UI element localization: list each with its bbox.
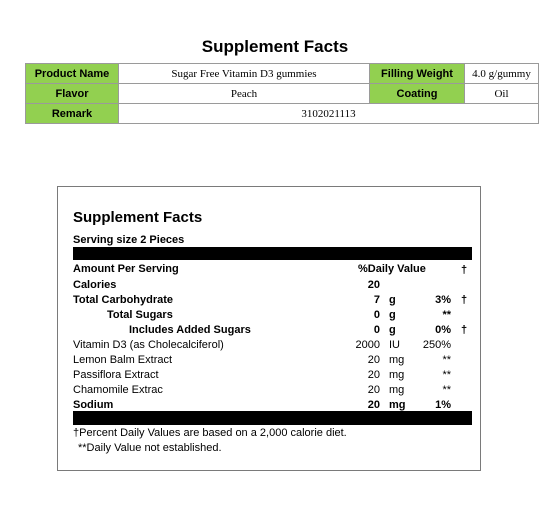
flavor-value: Peach (119, 84, 370, 104)
nutrient-amount: 20 (367, 279, 380, 291)
nutrient-amount: 20 (367, 369, 380, 381)
footnote-percent-dv: †Percent Daily Values are based on a 2,000 calorie diet. (73, 427, 347, 439)
nutrient-daily-value: 250% (422, 339, 451, 351)
daily-value-header: %Daily Value (358, 263, 426, 275)
nutrient-name: Lemon Balm Extract (73, 354, 173, 366)
remark-value: 3102021113 (119, 104, 539, 124)
nutrient-amount: 7 (373, 294, 380, 306)
nutrient-name: Includes Added Sugars (129, 324, 251, 336)
nutrient-dagger: † (460, 324, 468, 336)
page-title: Supplement Facts (201, 37, 349, 56)
nutrient-daily-value: ** (442, 309, 451, 321)
nutrient-name: Total Sugars (107, 309, 173, 321)
nutrient-name: Passiflora Extract (73, 369, 159, 381)
remark-label: Remark (26, 104, 119, 124)
nutrient-amount: 2000 (355, 339, 380, 351)
nutrient-daily-value: ** (442, 354, 451, 366)
nutrient-dagger: † (460, 294, 468, 306)
spec-row (26, 104, 539, 124)
amount-per-serving-header: Amount Per Serving (73, 263, 179, 275)
spec-table (25, 63, 539, 124)
nutrient-unit: mg (389, 354, 405, 366)
nutrient-name: Calories (73, 279, 117, 291)
filling-weight-value: 4.0 g/gummy (465, 64, 539, 84)
footnote-not-established: **Daily Value not established. (78, 442, 222, 454)
nutrient-daily-value: 0% (435, 324, 451, 336)
nutrient-daily-value: 3% (435, 294, 451, 306)
coating-value: Oil (465, 84, 539, 104)
nutrient-amount: 20 (367, 384, 380, 396)
nutrient-unit: g (389, 324, 396, 336)
panel-title: Supplement Facts (73, 209, 203, 226)
nutrient-daily-value: ** (442, 369, 451, 381)
spec-row (26, 64, 539, 84)
serving-size: Serving size 2 Pieces (73, 234, 185, 246)
nutrient-amount: 0 (373, 324, 380, 336)
bottom-divider (73, 411, 472, 425)
product-name-label: Product Name (26, 64, 119, 84)
dagger-mark: † (460, 264, 468, 276)
nutrient-name: Sodium (73, 399, 114, 411)
nutrient-unit: IU (389, 339, 400, 351)
nutrient-unit: mg (389, 369, 405, 381)
spec-row (26, 84, 539, 104)
thick-divider (73, 247, 472, 260)
product-name-value: Sugar Free Vitamin D3 gummies (119, 64, 370, 84)
nutrient-daily-value: 1% (435, 399, 451, 411)
filling-weight-label: Filling Weight (370, 64, 465, 84)
nutrient-unit: g (389, 309, 396, 321)
nutrient-unit: mg (389, 399, 406, 411)
flavor-label: Flavor (26, 84, 119, 104)
nutrient-name: Total Carbohydrate (73, 294, 174, 306)
nutrient-name: Chamomile Extrac (73, 384, 163, 396)
supplement-facts-panel (57, 186, 481, 471)
coating-label: Coating (370, 84, 465, 104)
nutrient-daily-value: ** (442, 384, 451, 396)
nutrient-unit: mg (389, 384, 405, 396)
nutrient-name: Vitamin D3 (as Cholecalciferol) (73, 339, 224, 351)
nutrient-amount: 20 (367, 399, 380, 411)
nutrient-amount: 20 (367, 354, 380, 366)
nutrient-unit: g (389, 294, 396, 306)
nutrient-amount: 0 (373, 309, 380, 321)
